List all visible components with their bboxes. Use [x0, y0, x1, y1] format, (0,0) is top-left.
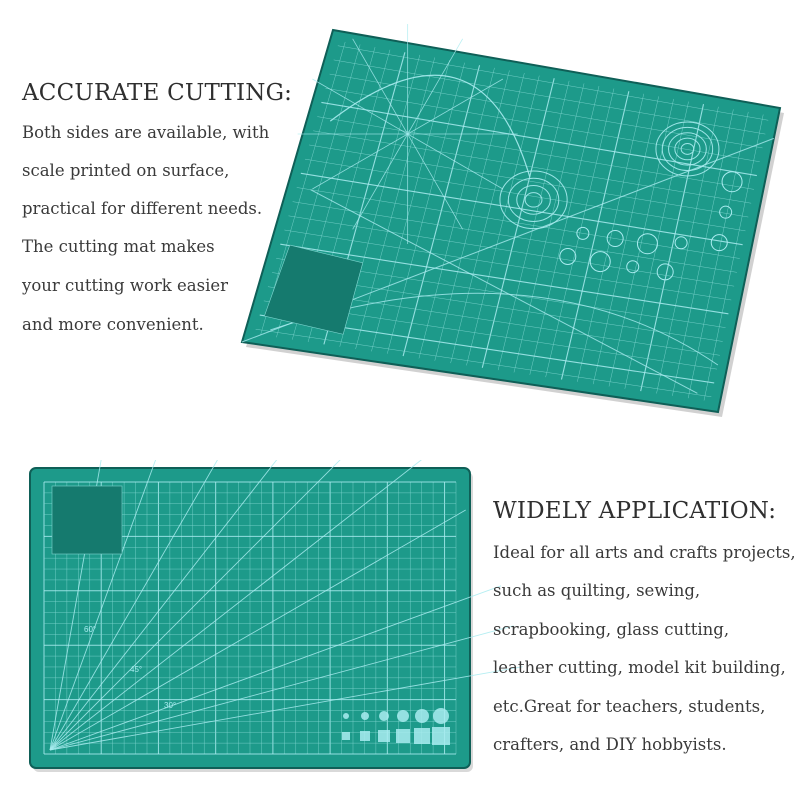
bottom-template-square: [396, 729, 410, 743]
bottom-line-1: Ideal for all arts and crafts projects,: [493, 543, 796, 562]
bottom-template-square: [342, 732, 350, 740]
top-line-3: practical for different needs.: [22, 199, 263, 218]
bottom-template-circle: [343, 713, 349, 719]
bottom-angle-label: 60°: [84, 625, 97, 634]
top-line-1: Both sides are available, with: [22, 123, 270, 142]
top-line-2: scale printed on surface,: [22, 161, 230, 180]
bottom-angle-label: 30°: [164, 701, 177, 710]
bottom-template-square: [414, 728, 430, 744]
bottom-line-6: crafters, and DIY hobbyists.: [493, 735, 727, 754]
bottom-line-2: such as quilting, sewing,: [493, 581, 701, 600]
bottom-angle-label: 45°: [130, 665, 143, 674]
bottom-template-square: [432, 727, 450, 745]
top-line-5: your cutting work easier: [22, 276, 229, 295]
bottom-template-circle: [433, 708, 449, 724]
bottom-template-circle: [397, 710, 409, 722]
bottom-line-3: scrapbooking, glass cutting,: [493, 620, 730, 639]
bottom-template-circle: [379, 711, 389, 721]
bottom-line-5: etc.Great for teachers, students,: [493, 697, 766, 716]
bottom-template-circle: [415, 709, 429, 723]
bottom-heading: WIDELY APPLICATION:: [493, 498, 777, 524]
bottom-template-square: [378, 730, 390, 742]
top-line-6: and more convenient.: [22, 315, 204, 334]
bottom-template-square: [360, 731, 370, 741]
bottom-template-circle: [361, 712, 369, 720]
bottom-line-4: leather cutting, model kit building,: [493, 658, 786, 677]
top-heading: ACCURATE CUTTING:: [22, 80, 293, 106]
top-line-4: The cutting mat makes: [22, 237, 215, 256]
bottom-swatch-square: [52, 486, 122, 554]
